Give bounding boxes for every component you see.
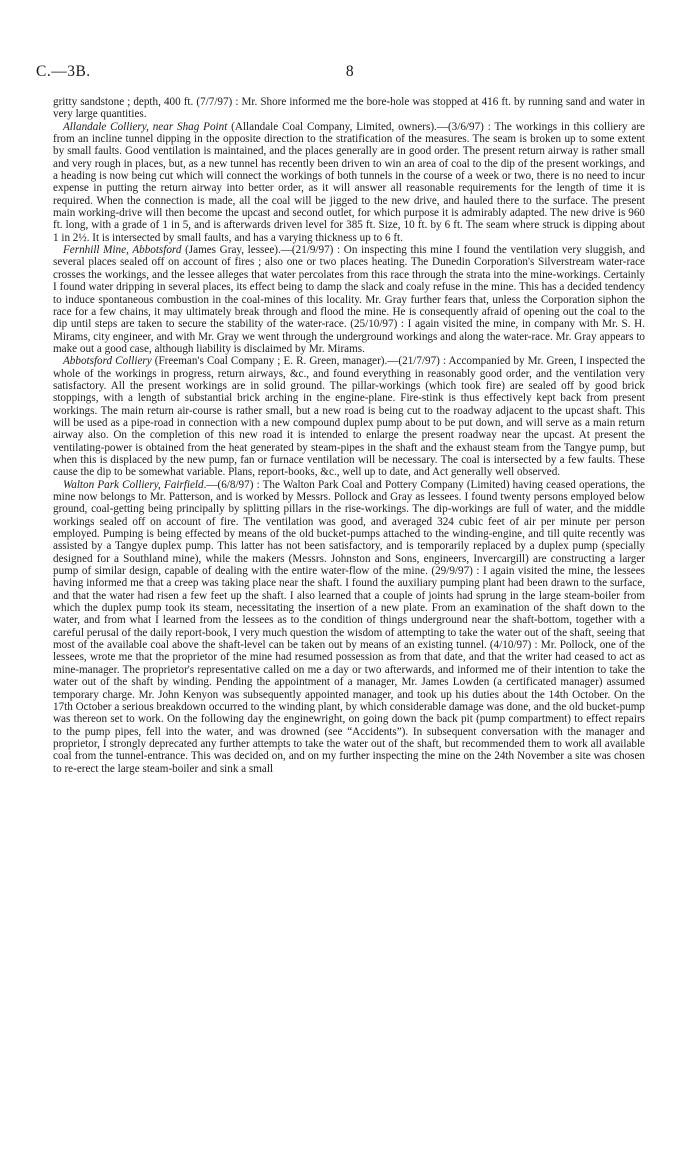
paragraph-text: (James Gray, lessee).—(21/9/97) : On inspecting this mine I found the ventilation very sluggish, and several places sealed off on account of fires ; also one or two places heating. The Dunedin Corporation's Silverstream water-race crosses the workings, and the lessee alleges that water percolates from this race through the strata into the mine-workings. Certainly I found water dripping in several places, its effect being to damp the slack and coaly refuse in the mine. This has a decided tendency to induce spontaneous combustion in the coal-mines of this locality. Mr. Gray further fears that, unless the Corporation siphon the race for a few chains, it may ultimately break through and flood the mine. He is consequently afraid of opening out the coal to the dip until steps are taken to secure the stability of the water-race. (25/10/97) : I again visited the mine, in company with Mr. S. H. Mirams, city engineer, and with Mr. Gray we went through the underground workings and along the water-race. Mr. Gray appears to make out a good case, although liability is disclaimed by Mr. Mirams. xyxy=(53,244,645,355)
body-text xyxy=(53,96,645,775)
page-header xyxy=(36,63,664,81)
paragraph-text: gritty sandstone ; depth, 400 ft. (7/7/97) : Mr. Shore informed me the bore-hole was stopped at 416 ft. by running sand and water in very large quantities. xyxy=(53,96,645,121)
mine-name: Allandale Colliery, near Shag Point xyxy=(63,120,228,133)
paragraph-continuation xyxy=(53,96,645,121)
paragraph-abbotsford-colliery xyxy=(53,355,645,478)
paragraph-fernhill-mine xyxy=(53,244,645,355)
page-number: 8 xyxy=(345,63,355,80)
mine-name: Walton Park Colliery, Fairfield xyxy=(63,478,204,491)
paragraph-text: .—(6/8/97) : The Walton Park Coal and Pottery Company (Limited) having ceased operations, the mine now belongs to Mr. Patterson, and is worked by Messrs. Pollock and Gray as lessees. I found twenty persons employed below ground, coal-getting being principally by splitting pillars in the rise-workings. The dip-workings are full of water, and the middle workings sealed off on account of fire. The ventilation was good, and averaged 324 cubic feet of air per minute per person employed. Pumping is being effected by means of the old bucket-pumps attached to the winding-engine, and till quite recently was assisted by a Tangye duplex pump. This latter has not been satisfactory, and is temporarily replaced by a duplex pump (specially designed for a Southland mine), while the makers (Messrs. Johnston and Sons, engineers, Invercargill) are constructing a larger pump of similar design, capable of dealing with the entire water-flow of the mine. (29/9/97) : I again visited the mine, the lessees having informed me that a creep was taking place near the shaft. I found the auxiliary pumping plant had been drawn to the surface, and that the water had risen a few feet up the shaft. I also learned that a couple of joints had sprung in the large steam-boiler from which the duplex pump took its steam, necessitating the insertion of a new plate. From an examination of the shaft down to the water, and from what I learned from the lessees as to the condition of things underground near the shaft-bottom, together with a careful perusal of the daily report-book, I very much question the wisdom of attempting to take the water out of the shaft, seeing that most of the available coal above the shaft-level can be taken out by means of an existing tunnel. (4/10/97) : Mr. Pollock, one of the lessees, wrote me that the proprietor of the mine had resumed possession as from that date, and that the writer had ceased to act as mine-manager. The proprietor's representative called on me a day or two afterwards, and informed me of their intention to take the water out of the shaft by winding. Pending the appointment of a manager, Mr. James Lowden (a certificated manager) assumed temporary charge. Mr. John Kenyon was subsequently appointed manager, and took up his duties about the 14th October. On the 17th October a serious breakdown occurred to the winding plant, by which considerable damage was done, and the old bucket-pump was thereon set to work. On the following day the enginewright, on going down the back pit (pump compartment) to effect repairs to the pump pipes, fell into the water, and was drowned (see “Accidents”). In subsequent conversation with the manager and proprietor, I strongly deprecated any further attempts to take the water out of the shaft, but recommended them to work all available coal from the tunnel-entrance. This was decided on, and on my further inspecting the mine on the 24th November a site was chosen to re-erect the large steam-boiler and sink a small xyxy=(53,478,645,775)
paragraph-text: (Allandale Coal Company, Limited, owners).—(3/6/97) : The workings in this colliery are from an incline tunnel dipping in the opposite direction to the stratification of the measures. The seam is broken up to some extent by small faults. Good ventilation is maintained, and the places generally are in good order. The present return airway is rather small and very rough in places, but, as a new tunnel has recently been driven to win an area of coal to the dip of the present workings, and a heading is now being cut which will connect the workings of both tunnels in the course of a week or two, there is no need to incur expense in putting the return airway into better order, as it will answer all reasonable requirements for the length of time it is required. When the connection is made, all the coal will be jigged to the new drive, and hauled there to the surface. The present main working-drive will then become the upcast and second outlet, for which purpose it is admirably adapted. The new drive is 960 ft. long, with a grade of 1 in 5, and is afterwards driven level for 385 ft. Size, 10 ft. by 6 ft. The seam where struck is dipping about 1 in 2½. It is intersected by small faults, and has a varying thickness up to 6 ft. xyxy=(53,120,645,244)
paragraph-walton-park-colliery xyxy=(53,479,645,775)
paragraph-allandale-colliery xyxy=(53,121,645,244)
paragraph-text: (Freeman's Coal Company ; E. R. Green, manager).—(21/7/97) : Accompanied by Mr. Green, I inspected the whole of the workings in progress, return airways, &c., and found everything in reasonably good order, and the ventilation very satisfactory. All the present workings are in solid ground. The pillar-workings (which took fire) are sealed off by good brick stoppings, with a length of substantial brick arching in the engine-plane. Fire-stink is thus effectively kept back from present workings. The main return air-course is rather small, but a new road is being cut to the roadway adjacent to the upcast shaft. This will be used as a pipe-road in connection with a new compound duplex pump about to be put down, and will serve as a main return airway also. On the completion of this new road it is intended to enlarge the present roadway near the upcast. At present the ventilating-power is obtained from the heat generated by steam-pipes in the shaft and the exhaust steam from the Tangye pump, but when this is displaced by the new pump, fan or furnace ventilation will be necessary. The coal is intersected by a few faults. These cause the dip to be somewhat variable. Plans, report-books, &c., well up to date, and Act generally well observed. xyxy=(53,355,646,479)
document-reference: C.—3B. xyxy=(36,63,91,80)
mine-name: Abbotsford Colliery xyxy=(63,355,152,368)
mine-name: Fernhill Mine, Abbotsford xyxy=(63,244,182,257)
